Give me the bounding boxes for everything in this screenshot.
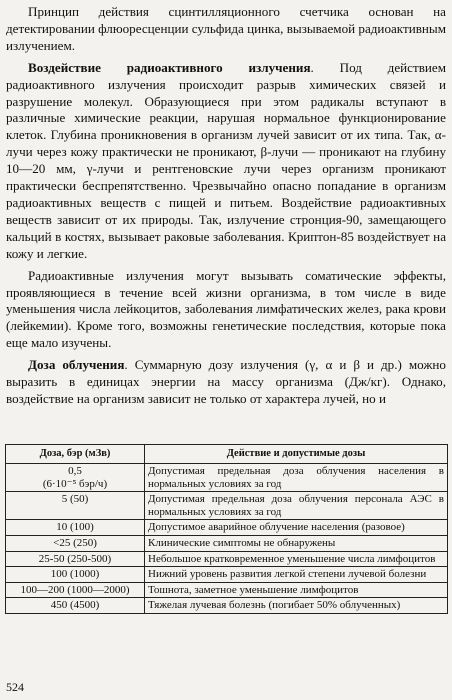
section-heading-radiation-effect: Воздействие радиоактивного излучения — [28, 59, 311, 75]
section-text-dose: . Суммарную дозу излучения (γ, α и β и др.) можно выразить в единицах энергии на массу организма (Дж/кг). Однако, воздействие на организм зависит не только от характера лучей, но и — [6, 357, 446, 406]
dose-rate: (6·10⁻⁵ бэр/ч) — [42, 477, 108, 490]
effect-cell: Клинические симптомы не обнаружены — [145, 535, 448, 551]
dose-cell: 100—200 (1000—2000) — [6, 582, 145, 598]
header-effect: Действие и допустимые дозы — [145, 445, 448, 464]
table-row — [6, 582, 448, 598]
table-row — [6, 551, 448, 567]
section-radiation-effect — [6, 60, 446, 263]
dose-cell: 450 (4500) — [6, 598, 145, 614]
header-dose: Доза, бэр (мЗв) — [6, 445, 145, 464]
effect-cell: Тяжелая лучевая болезнь (погибает 50% облученных) — [145, 598, 448, 614]
page-number: 524 — [6, 680, 24, 694]
table-row — [6, 567, 448, 583]
dose-cell: 25-50 (250-500) — [6, 551, 145, 567]
table-row — [6, 520, 448, 536]
body-text — [6, 4, 446, 413]
section-dose — [6, 357, 446, 408]
dose-effects-table — [5, 444, 448, 614]
effect-cell: Небольшое кратковременное уменьшение числа лимфоцитов — [145, 551, 448, 567]
dose-cell: 10 (100) — [6, 520, 145, 536]
table-row — [6, 535, 448, 551]
table-row — [6, 464, 448, 492]
somatic-effects-paragraph: Радиоактивные излучения могут вызывать соматические эффекты, проявляющиеся в течение всей жизни организма, в том числе в виде уменьшения числа лейкоцитов, заболевания лимфатических желез, рака крови (лейкемии). Кроме того, возможны генетические последствия, которые пока еще мало изучены. — [6, 267, 446, 351]
effect-cell: Допустимая предельная доза облучения населения в нормальных условиях за год — [145, 464, 448, 492]
effect-cell: Нижний уровень развития легкой степени лучевой болезни — [145, 567, 448, 583]
table-header-row — [6, 445, 448, 464]
section-heading-dose: Доза облучения — [28, 357, 125, 373]
dose-cell: 5 (50) — [6, 492, 145, 520]
intro-paragraph: Принцип действия сцинтилляционного счетчика основан на детектировании флюоресценции сульфида цинка, вызываемой радиоактивным излучением. — [6, 4, 446, 53]
dose-cell: 0,5 (6·10⁻⁵ бэр/ч) — [6, 464, 145, 492]
dose-cell: <25 (250) — [6, 535, 145, 551]
effect-cell: Тошнота, заметное уменьшение лимфоцитов — [145, 582, 448, 598]
table-row — [6, 598, 448, 614]
table-row — [6, 492, 448, 520]
dose-cell: 100 (1000) — [6, 567, 145, 583]
section-text-radiation-effect: . Под действием радиоактивного излучения происходит разрыв химических связей и разрушение молекул. Образующиеся при этом радикалы вступают в различные химические реакции, нарушая нормальное функционирование клеток. Глубина проникновения в организм лучей зависит от их типа. Так, α-лучи через кожу практически не проникают, β-лучи — проникают на глубину 10—20 мм, γ-лучи и рентгеновские лучи через организм проникают практически беспрепятственно. Чрезвычайно опасно попадание в организм радиоактивных веществ с пищей и питьем. Воздействие радиоактивных веществ зависит от их природы. Так, излучение стронция-90, замещающего кальций в костях, вызывает раковые заболевания. Криптон-85 воздействует на кожу и легкие. — [6, 59, 446, 261]
effect-cell: Допустимая предельная доза облучения персонала АЭС в нормальных условиях за год — [145, 492, 448, 520]
effect-cell: Допустимое аварийное облучение населения (разовое) — [145, 520, 448, 536]
